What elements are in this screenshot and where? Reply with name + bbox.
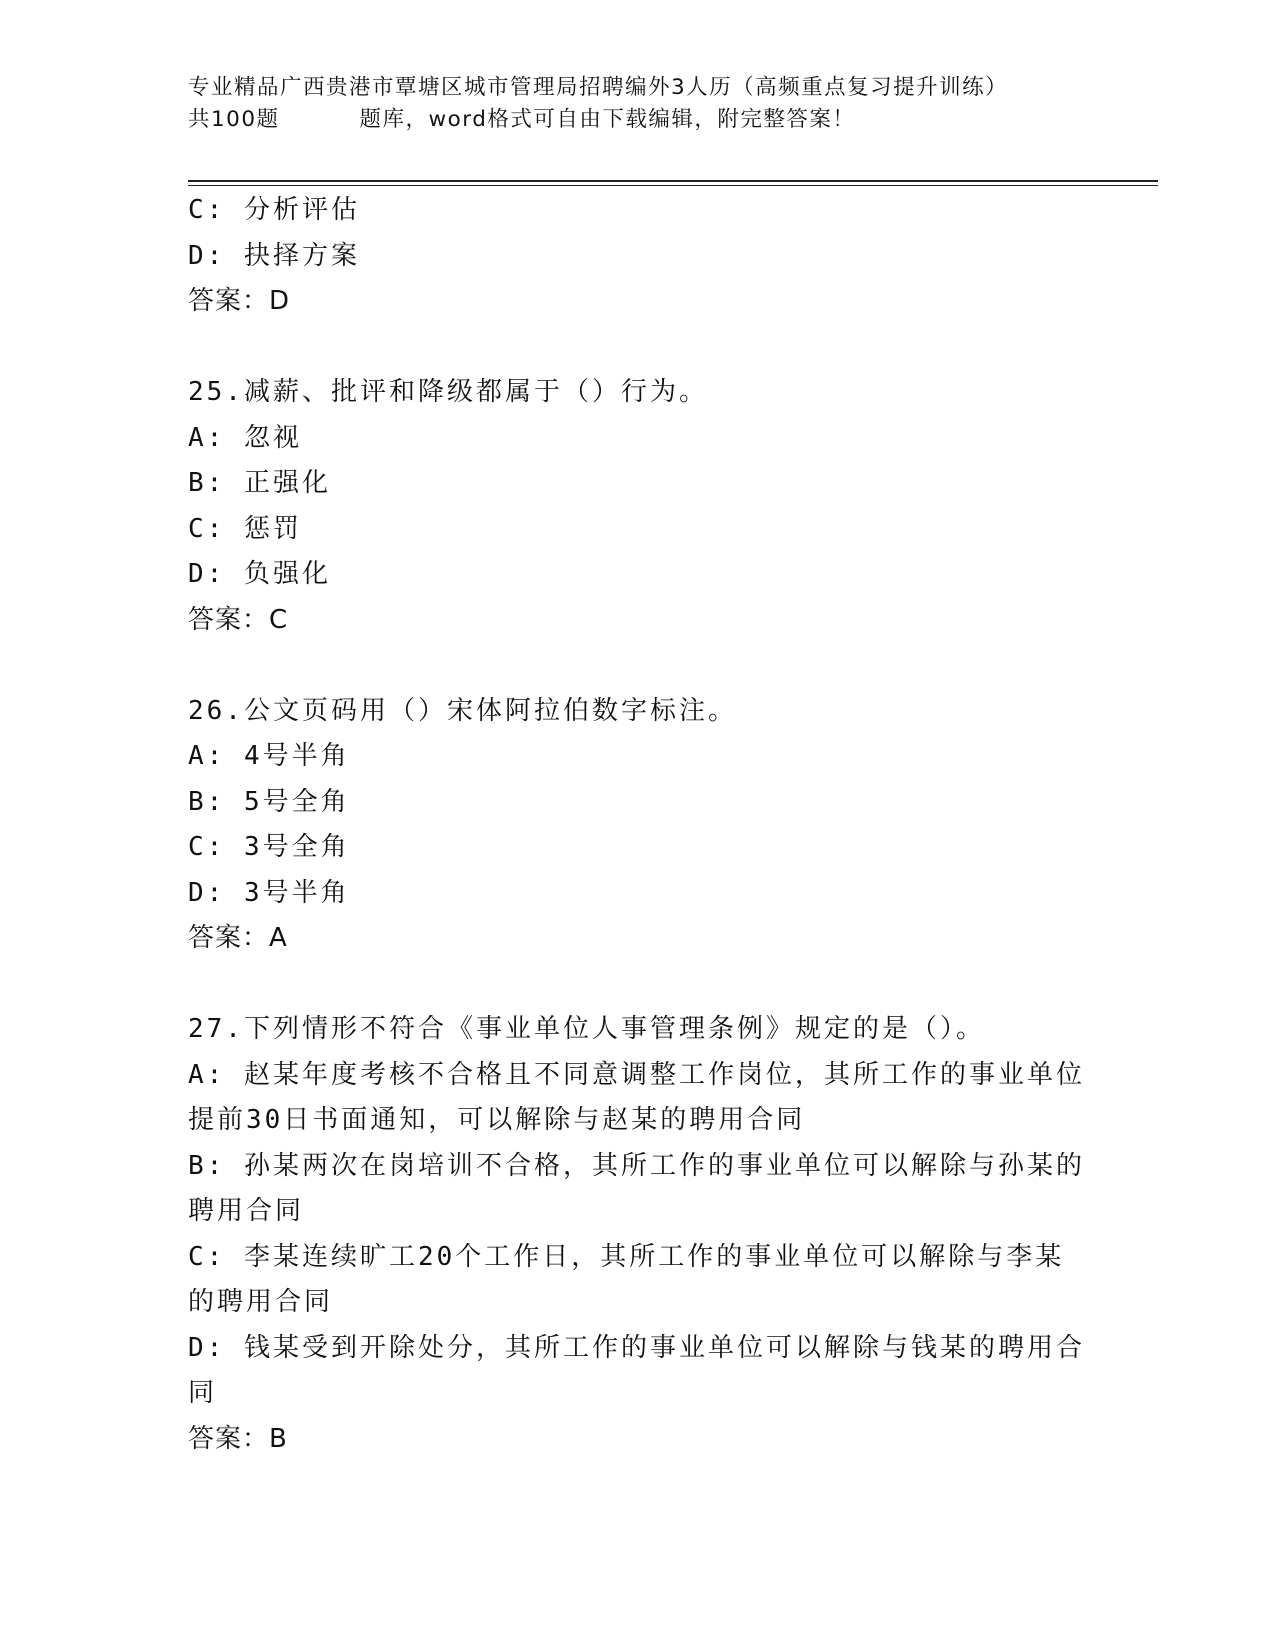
q27-answer: 答案：B (188, 1423, 288, 1454)
header-subtitle-line (188, 104, 1088, 136)
document-body (188, 188, 1085, 1462)
q25-stem: 25.减薪、批评和降级都属于（）行为。 (188, 377, 708, 407)
header-description: 题库，word格式可自由下载编辑，附完整答案！ (359, 107, 856, 132)
q26-stem: 26.公文页码用（）宋体阿拉伯数字标注。 (188, 695, 737, 726)
q25-option-b: B: 正强化 (188, 468, 331, 498)
prev-answer: 答案：D (188, 286, 291, 316)
q26-option-c: C: 3号全角 (188, 832, 350, 862)
q27-option-b-line1: B: 孙某两次在岗培训不合格，其所工作的事业单位可以解除与孙某的 (188, 1150, 1085, 1181)
prev-option-d: D: 抉择方案 (188, 240, 360, 271)
document-header (188, 72, 1088, 136)
q26-option-b: B: 5号全角 (188, 786, 350, 817)
q27-option-c-line1: C: 李某连续旷工20个工作日，其所工作的事业单位可以解除与李某 (188, 1241, 1065, 1272)
spacer (188, 325, 1078, 371)
q27-option-a-line2: 提前30日书面通知，可以解除与赵某的聘用合同 (188, 1105, 806, 1135)
header-title-line: 专业精品广西贵港市覃塘区城市管理局招聘编外3人历（高频重点复习提升训练） (188, 75, 1009, 100)
q27-option-a-line1: A: 赵某年度考核不合格且不同意调整工作岗位，其所工作的事业单位 (188, 1059, 1085, 1090)
q26-option-a: A: 4号半角 (188, 741, 350, 771)
q27-option-d-line2: 同 (188, 1378, 218, 1408)
header-count: 共100题 (188, 107, 280, 132)
spacer (188, 962, 1078, 1008)
q27-stem: 27.下列情形不符合《事业单位人事管理条例》规定的是（）。 (188, 1014, 985, 1044)
q25-option-d: D: 负强化 (188, 559, 331, 589)
header-rule-thick (188, 180, 1158, 182)
q27-option-d-line1: D: 钱某受到开除处分，其所工作的事业单位可以解除与钱某的聘用合 (188, 1332, 1085, 1363)
q27-option-b-line2: 聘用合同 (188, 1196, 305, 1226)
q26-option-d: D: 3号半角 (188, 877, 350, 908)
header-rule-thin (188, 185, 1158, 186)
spacer (188, 643, 1078, 689)
q26-answer: 答案：A (188, 923, 288, 953)
prev-option-c: C: 分析评估 (188, 195, 360, 225)
q25-option-a: A: 忽视 (188, 422, 302, 453)
q25-answer: 答案：C (188, 604, 289, 635)
q27-option-c-line2: 的聘用合同 (188, 1287, 334, 1317)
q25-option-c: C: 惩罚 (188, 513, 302, 544)
